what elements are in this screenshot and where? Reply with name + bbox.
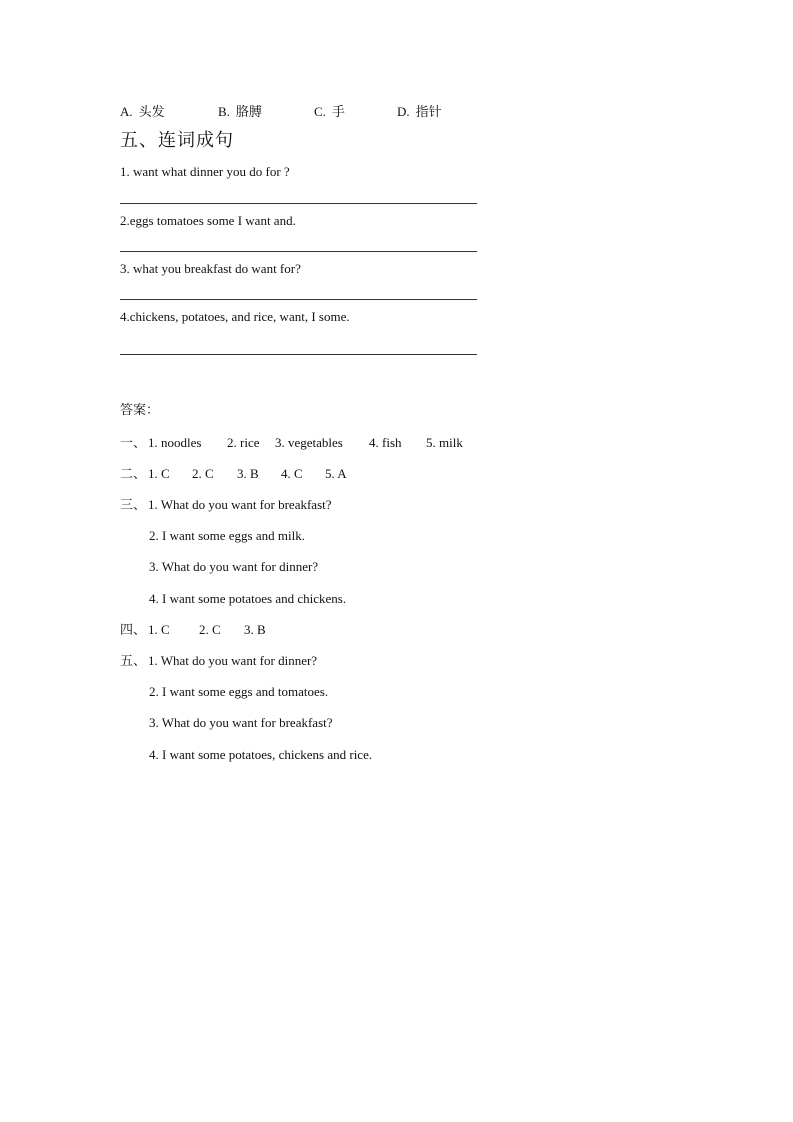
answer-item: 2. rice	[227, 435, 260, 450]
answer-item: 3. B	[244, 622, 266, 637]
answer-line	[120, 251, 477, 252]
answers-label: 答案：	[120, 402, 160, 417]
option-b	[218, 104, 262, 120]
question-item: 3. what you breakfast do want for?	[120, 261, 301, 276]
answer-sentence: 1. What do you want for dinner?	[148, 653, 318, 668]
answer-item: 4. C	[281, 466, 303, 481]
option-letter: A.	[120, 104, 133, 119]
answer-item: 1. C	[148, 622, 170, 637]
question-item: 4.chickens, potatoes, and rice, want, I some.	[120, 309, 350, 324]
answer-line	[120, 299, 477, 300]
answer-item: 2. C	[192, 466, 214, 481]
option-c	[314, 104, 345, 120]
option-letter: B.	[218, 104, 230, 119]
answer-line	[120, 354, 477, 355]
answer-sentence: 3. What do you want for breakfast?	[149, 715, 333, 730]
answer-item: 3. vegetables	[275, 435, 343, 450]
answer-item: 1. noodles	[148, 435, 202, 450]
answer-sentence: 3. What do you want for dinner?	[149, 559, 319, 574]
option-letter: C.	[314, 104, 326, 119]
answer-part-prefix: 四、	[120, 622, 147, 637]
option-text: 头发	[138, 104, 165, 119]
answer-part-prefix: 一、	[120, 435, 147, 450]
answer-item: 1. C	[148, 466, 170, 481]
answer-item: 3. B	[237, 466, 259, 481]
section-heading: 五、连词成句	[120, 130, 234, 150]
answer-line	[120, 203, 477, 204]
answer-part-prefix: 五、	[120, 653, 147, 668]
answer-sentence: 4. I want some potatoes, chickens and rice.	[149, 747, 373, 762]
question-item: 2.eggs tomatoes some I want and.	[120, 213, 296, 228]
answer-sentence: 1. What do you want for breakfast?	[148, 497, 332, 512]
answer-item: 2. C	[199, 622, 221, 637]
answer-item: 5. A	[325, 466, 347, 481]
answer-item: 5. milk	[426, 435, 463, 450]
answer-sentence: 4. I want some potatoes and chickens.	[149, 591, 347, 606]
answer-item: 4. fish	[369, 435, 402, 450]
option-d	[397, 104, 442, 120]
option-text: 指针	[415, 104, 442, 119]
option-a	[120, 104, 165, 120]
answer-sentence: 2. I want some eggs and milk.	[149, 528, 305, 543]
option-text: 胳膊	[235, 104, 262, 119]
answer-part-prefix: 二、	[120, 466, 147, 481]
question-item: 1. want what dinner you do for ?	[120, 164, 290, 179]
answer-part-prefix: 三、	[120, 497, 147, 512]
option-letter: D.	[397, 104, 410, 119]
option-text: 手	[331, 104, 345, 119]
answer-sentence: 2. I want some eggs and tomatoes.	[149, 684, 329, 699]
